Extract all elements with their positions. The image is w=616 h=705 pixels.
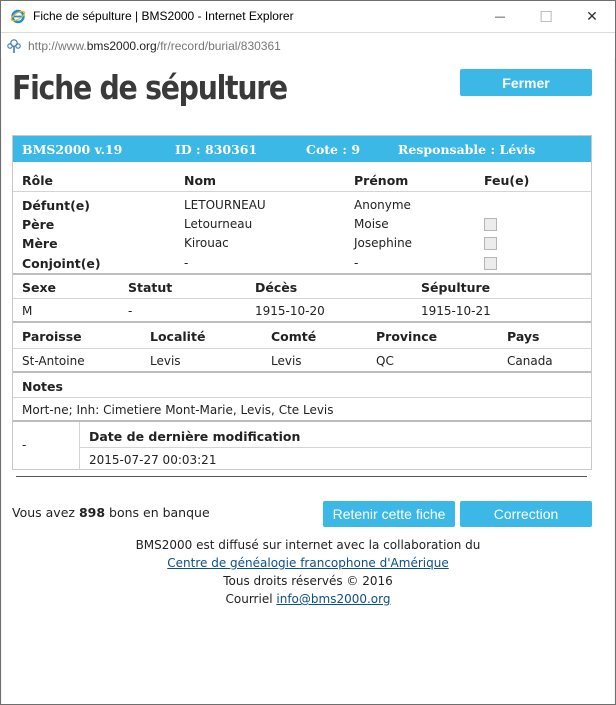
notes-label: Notes [22,379,63,394]
retain-record-button[interactable]: Retenir cette fiche [323,501,455,527]
record-id: ID : 830361 [175,142,258,157]
notes-text: Mort-ne; Inh: Cimetiere Mont-Marie, Levis, Cte Levis [22,403,334,417]
prenom-conjoint: - [354,256,359,270]
section-divider [13,321,591,323]
col-nom: Nom [184,173,217,188]
url-host: bms2000.org [86,39,157,53]
val-pays: Canada [507,354,553,368]
minimize-icon: — [494,10,506,23]
nom-mere: Kirouac [184,236,229,250]
bank-count: 898 [78,505,106,520]
col-comte: Comté [271,329,317,344]
url-prefix: http://www. [28,39,87,53]
modification-label: Date de dernière modification [89,429,301,444]
section-divider [13,371,591,373]
val-localite: Levis [150,354,181,368]
role-defunt: Défunt(e) [22,198,90,213]
footer-email-line [2,592,614,606]
separator-line [16,476,587,477]
val-sepulture: 1915-10-21 [421,304,491,318]
col-deces: Décès [255,280,298,295]
email-link[interactable]: info@bms2000.org [276,592,391,606]
col-sepulture: Sépulture [421,280,491,295]
url-path: /fr/record/burial/830361 [156,39,281,53]
modification-date: 2015-07-27 00:03:21 [89,453,217,467]
prenom-defunt: Anonyme [354,198,411,212]
maximize-icon: ☐ [539,7,553,26]
val-province: QC [376,354,394,368]
feu-conjoint-checkbox[interactable] [484,257,497,270]
minimize-button[interactable] [477,1,523,32]
record-cote: Cote : 9 [306,142,361,157]
val-comte: Levis [271,354,302,368]
footer-collab: BMS2000 est diffusé sur internet avec la collaboration du [135,538,481,552]
correction-button[interactable]: Correction [460,501,592,527]
val-statut: - [128,304,133,318]
window-title: Fiche de sépulture | BMS2000 - Internet Explorer [33,9,294,23]
bank-balance [12,505,210,520]
col-prenom: Prénom [354,173,409,188]
col-feu: Feu(e) [484,173,530,188]
col-localite: Localité [150,329,206,344]
prenom-pere: Moise [354,217,389,231]
close-window-button[interactable] [569,1,615,32]
nom-defunt: LETOURNEAU [184,198,266,212]
bms2000-tree-icon [6,38,22,54]
record-responsable: Responsable : Lévis [398,142,536,157]
nom-conjoint: - [184,256,189,270]
role-mere: Mère [22,236,58,251]
maximize-button[interactable] [523,1,569,32]
section-divider [13,420,591,422]
version-label: BMS2000 v.19 [22,142,123,157]
page-content [2,58,614,704]
cgfa-link[interactable]: Centre de généalogie francophone d'Amérique [167,556,449,570]
bank-prefix: Vous avez [12,505,75,520]
record-header [13,136,591,162]
divider [13,397,591,398]
val-sexe: M [22,304,33,318]
url-text[interactable] [28,39,281,53]
record-card [12,135,592,470]
modification-left: - [22,438,27,452]
footer-copyright: Tous droits réservés © 2016 [223,574,393,588]
divider [79,447,591,448]
col-statut: Statut [128,280,173,295]
footer-link-line [2,556,614,570]
col-province: Province [376,329,438,344]
courriel-label: Courriel [225,592,273,606]
address-bar[interactable] [1,32,615,58]
close-icon: ✕ [586,8,598,25]
nom-pere: Letourneau [184,217,253,231]
val-deces: 1915-10-20 [255,304,325,318]
col-paroisse: Paroisse [22,329,82,344]
modification-divider [79,422,80,470]
internet-explorer-icon [10,8,26,24]
role-conjoint: Conjoint(e) [22,256,101,271]
divider [13,348,591,349]
col-sexe: Sexe [22,280,57,295]
divider [13,298,591,299]
page-title: Fiche de sépulture [12,68,287,107]
section-divider [13,273,591,275]
col-pays: Pays [507,329,540,344]
val-paroisse: St-Antoine [22,354,85,368]
bank-suffix: bons en banque [109,505,210,520]
title-bar [1,1,615,32]
close-record-button[interactable]: Fermer [460,69,592,96]
feu-mere-checkbox[interactable] [484,237,497,250]
col-role: Rôle [22,173,53,188]
feu-pere-checkbox[interactable] [484,218,497,231]
divider [13,191,591,192]
prenom-mere: Josephine [354,236,413,250]
role-pere: Père [22,217,55,232]
